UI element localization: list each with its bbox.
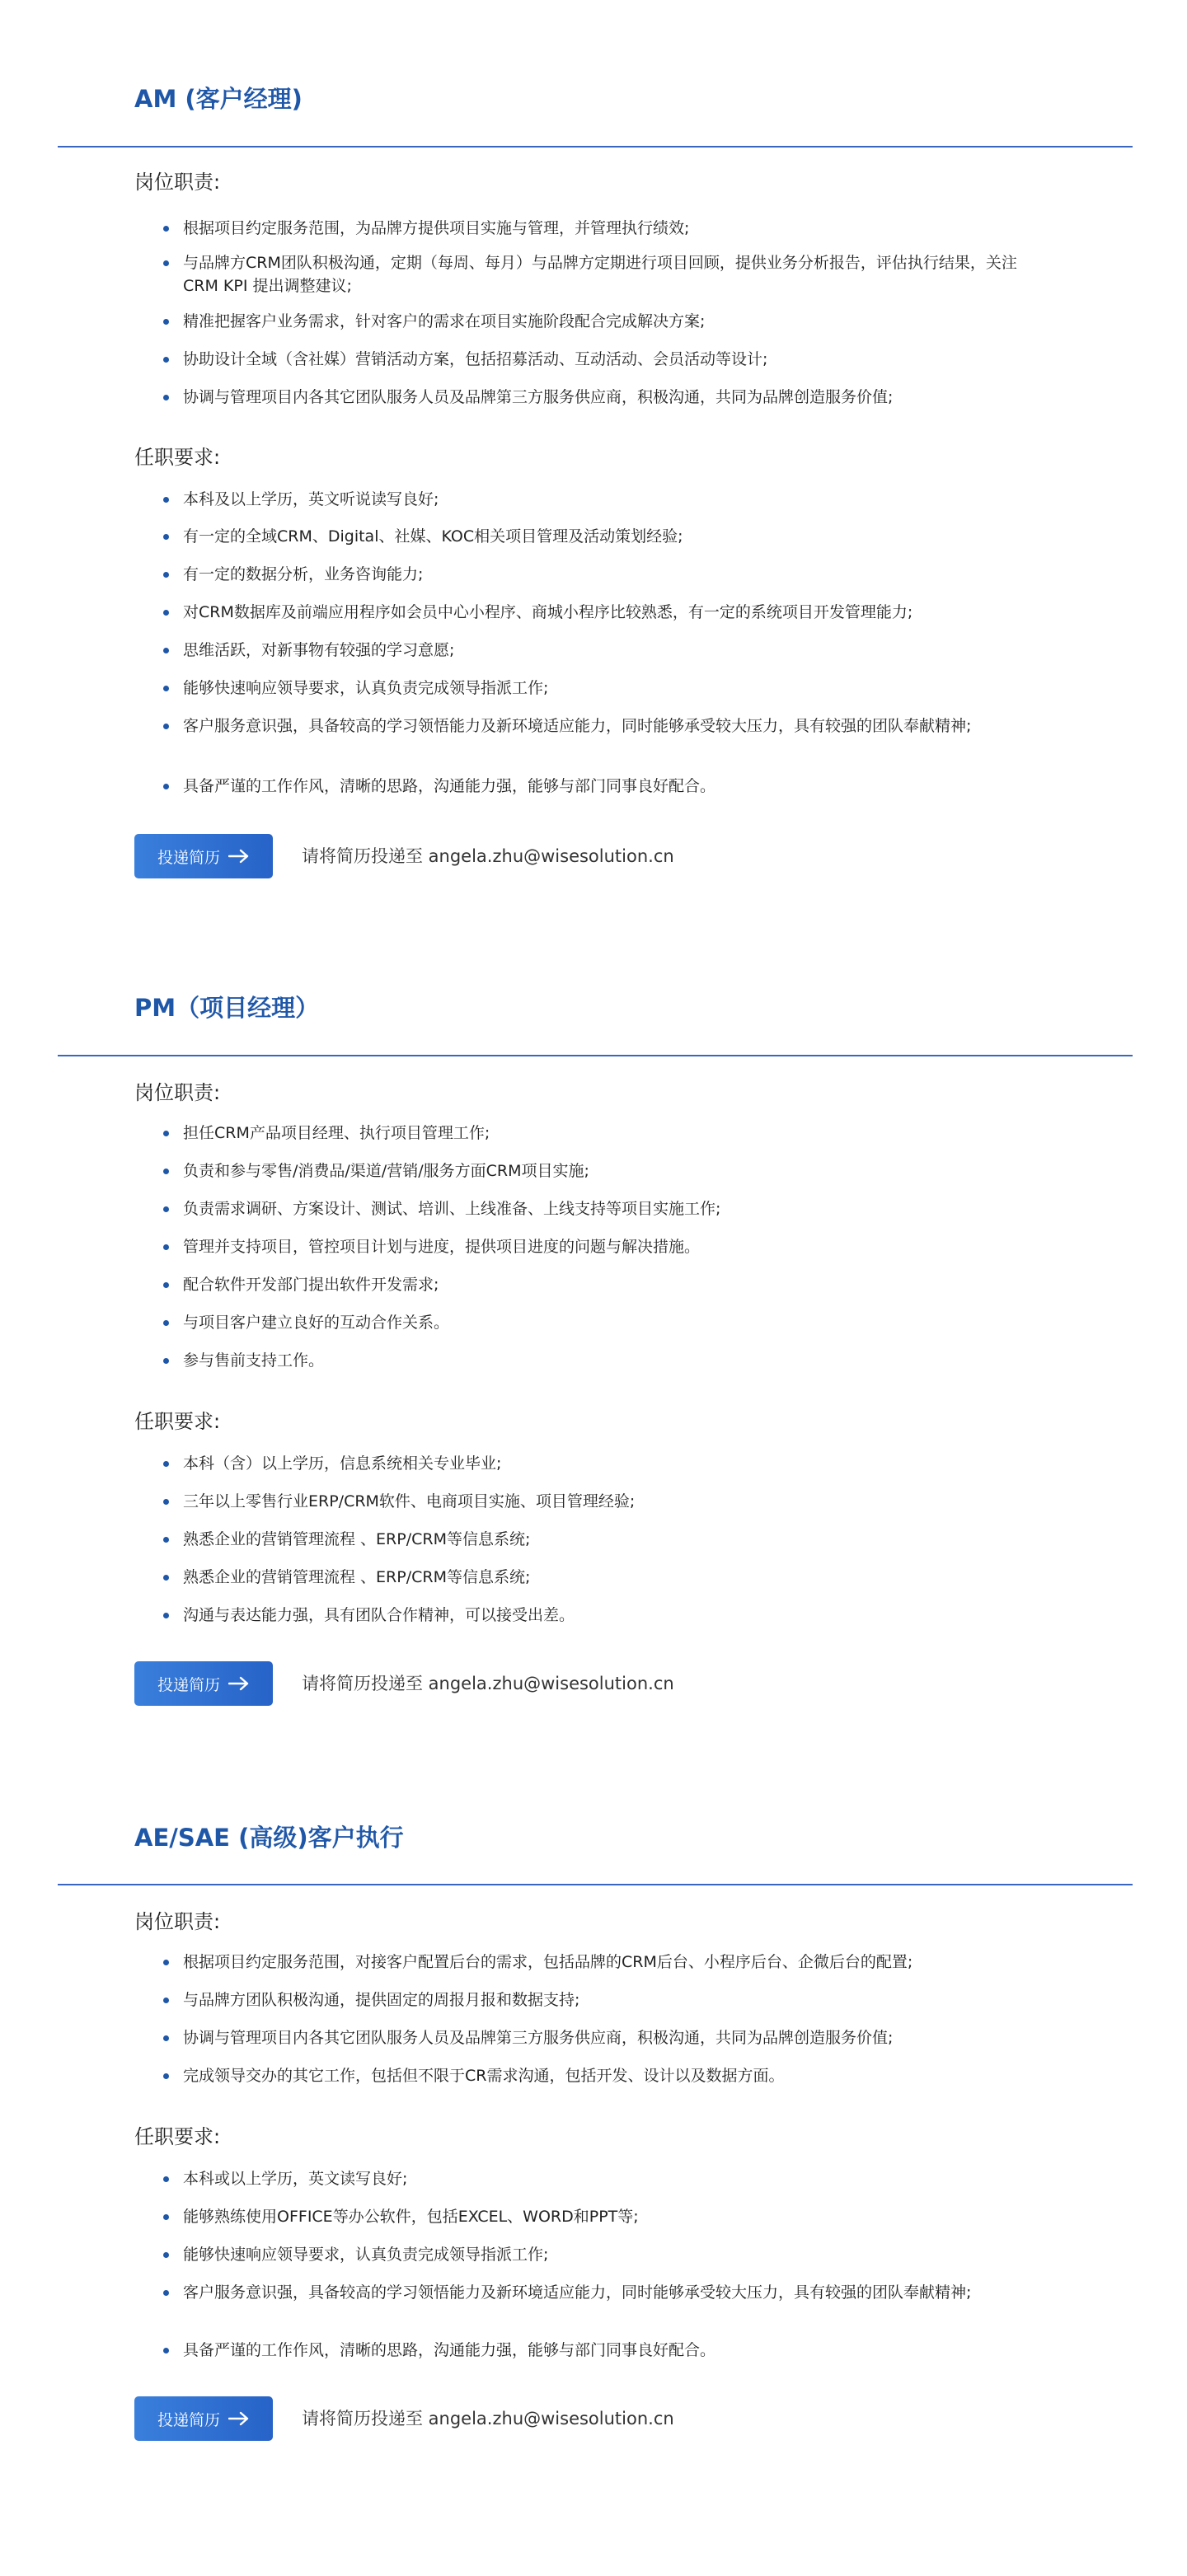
duty-text: 与品牌方团队积极沟通，提供固定的周报月报和数据支持; [183,1991,580,2009]
requirement-text: 三年以上零售行业ERP/CRM软件、电商项目实施、项目管理经验; [183,1492,636,1510]
requirement-text: 本科或以上学历，英文读写良好; [183,2170,408,2188]
requirement-text: 具备严谨的工作作风，清晰的思路，沟通能力强，能够与部门同事良好配合。 [183,2341,716,2359]
requirement-text: 思维活跃，对新事物有较强的学习意愿; [183,641,455,659]
requirement-text: 本科（含）以上学历，信息系统相关专业毕业; [183,1454,502,1473]
apply-email-note: 请将简历投递至 angela.zhu@wisesolution.cn [302,846,674,866]
apply-email-note: 请将简历投递至 angela.zhu@wisesolution.cn [302,2409,674,2428]
arrow-right-icon [228,2411,250,2426]
requirement-item [183,2205,1040,2228]
duty-text: 与项目客户建立良好的互动合作关系。 [183,1314,450,1332]
duty-text: 参与售前支持工作。 [183,1351,325,1370]
duty-item [183,2064,1040,2087]
duty-text: 协助设计全域（含社媒）营销活动方案，包括招募活动、互动活动、会员活动等设计; [183,350,768,368]
duty-text: 配合软件开发部门提出软件开发需求; [183,1276,439,1294]
requirement-text: 熟悉企业的营销管理流程 、ERP/CRM等信息系统; [183,1568,531,1586]
duty-text: 协调与管理项目内各其它团队服务人员及品牌第三方服务供应商，积极沟通，共同为品牌创造服务价值; [183,2029,894,2047]
duty-text: 完成领导交办的其它工作，包括但不限于CR需求沟通，包括开发、设计以及数据方面。 [183,2067,785,2085]
duty-text: 根据项目约定服务范围，对接客户配置后台的需求，包括品牌的CRM后台、小程序后台、企微后台的配置; [183,1953,913,1971]
bullet-icon [163,2252,169,2258]
duty-text: 管理并支持项目，管控项目计划与进度，提供项目进度的问题与解决措施。 [183,1238,701,1256]
requirement-text: 有一定的全域CRM、Digital、社媒、KOC相关项目管理及活动策划经验; [183,527,683,546]
requirement-item [183,2281,1040,2304]
duty-item [183,1988,1040,2012]
duty-text: 负责需求调研、方案设计、测试、培训、上线准备、上线支持等项目实施工作; [183,1200,721,1218]
bullet-icon [163,2073,169,2079]
requirement-text: 本科及以上学历，英文听说读写良好; [183,490,439,508]
requirement-text: 熟悉企业的营销管理流程 、ERP/CRM等信息系统; [183,1530,531,1548]
duty-text: 根据项目约定服务范围，为品牌方提供项目实施与管理，并管理执行绩效; [183,219,690,237]
requirement-text: 具备严谨的工作作风，清晰的思路，沟通能力强，能够与部门同事良好配合。 [183,777,716,795]
section-divider [58,1884,1133,1885]
requirement-text: 沟通与表达能力强，具有团队合作精神，可以接受出差。 [183,1606,575,1624]
duty-text: 负责和参与零售/消费品/渠道/营销/服务方面CRM项目实施; [183,1162,589,1180]
apply-resume-button[interactable] [134,2396,273,2441]
requirement-text: 对CRM数据库及前端应用程序如会员中心小程序、商城小程序比较熟悉，有一定的系统项目开发管理能力; [183,603,913,621]
requirement-text: 客户服务意识强，具备较高的学习领悟能力及新环境适应能力，同时能够承受较大压力，具有较强的团队奉献精神; [183,2283,972,2302]
bullet-icon [163,2214,169,2220]
bullet-icon [163,1998,169,2003]
job-title: AE/SAE (高级)客户执行 [134,1824,404,1852]
requirement-text: 客户服务意识强，具备较高的学习领悟能力及新环境适应能力，同时能够承受较大压力，具有较强的团队奉献精神; [183,717,972,735]
job-title: PM（项目经理） [134,994,320,1022]
requirement-item [183,2339,1040,2362]
bullet-icon [163,2348,169,2354]
duties-heading: 岗位职责: [134,1081,221,1104]
job-title: AM (客户经理) [134,85,303,113]
duty-item [183,1951,1040,1974]
bullet-icon [163,2176,169,2182]
requirements-heading: 任职要求: [134,1410,221,1433]
duty-text: 精准把握客户业务需求，针对客户的需求在项目实施阶段配合完成解决方案; [183,312,706,330]
requirement-item [183,2167,1040,2190]
requirement-text: 能够熟练使用OFFICE等办公软件，包括EXCEL、WORD和PPT等; [183,2208,639,2226]
requirement-text: 有一定的数据分析，业务咨询能力; [183,565,424,583]
duty-text: 担任CRM产品项目经理、执行项目管理工作; [183,1124,490,1142]
duties-heading: 岗位职责: [134,1910,221,1933]
apply-email-note: 请将简历投递至 angela.zhu@wisesolution.cn [302,1674,674,1693]
bullet-icon [163,2290,169,2296]
requirements-heading: 任职要求: [134,446,221,469]
requirements-heading: 任职要求: [134,2125,221,2148]
apply-button-label: 投递简历 [157,1675,220,1694]
duty-text: 与品牌方CRM团队积极沟通，定期（每周、每月）与品牌方定期进行项目回顾，提供业务分析报告，评估执行结果，关注CRM KPI 提出调整建议; [183,254,1017,295]
duty-item [183,2026,1040,2049]
requirement-item [183,2243,1040,2266]
bullet-icon [163,1960,169,1965]
duties-heading: 岗位职责: [134,171,221,194]
requirement-text: 能够快速响应领导要求，认真负责完成领导指派工作; [183,679,549,697]
duty-text: 协调与管理项目内各其它团队服务人员及品牌第三方服务供应商，积极沟通，共同为品牌创造服务价值; [183,388,894,406]
requirement-text: 能够快速响应领导要求，认真负责完成领导指派工作; [183,2246,549,2264]
apply-button-label: 投递简历 [157,2410,220,2429]
bullet-icon [163,2035,169,2041]
apply-button-label: 投递简历 [157,848,220,867]
